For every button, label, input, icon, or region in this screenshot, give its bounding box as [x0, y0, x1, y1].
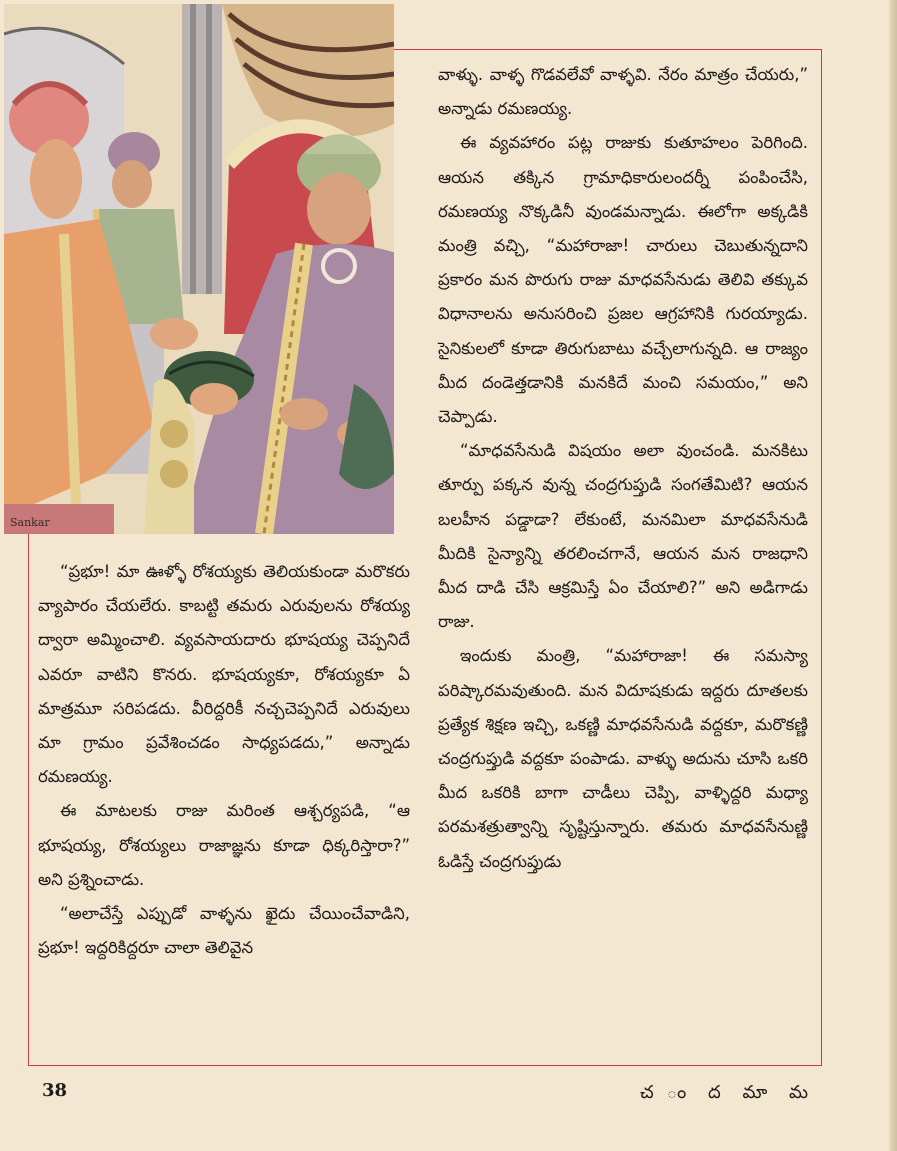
left-text-column	[38, 555, 410, 965]
paragraph: “అలాచేస్తే ఎప్పుడో వాళ్ళను ఖైదు చేయించేవాడిని, ప్రభూ! ఇద్దరికిద్దరూ చాలా తెలివైన	[38, 904, 410, 958]
paragraph: ఇందుకు మంత్రి, “మహారాజా! ఈ సమస్యా పరిష్కారమవుతుంది. మన విదూషకుడు ఇద్దరు దూతలకు ప్రత్యేక శిక్షణ ఇచ్చి, ఒకణ్ణి మాధవసేనుడి వద్దకూ, మరొకణ్ణి చంద్రగుప్తుడి వద్దకూ పంపాడు. వాళ్ళు అదును చూసి ఒకరి మీద ఒకరికి బాగా చాడీలు చెప్పి, వాళ్ళిద్దరి మధ్యా పరమశత్రుత్వాన్ని సృష్టిస్తున్నారు. తమరు మాధవసేనుణ్ణి ఓడిస్తే చంద్రగుప్తుడు	[438, 646, 808, 871]
right-text-column	[438, 58, 808, 879]
magazine-name: చ ం ద మా మ	[640, 1082, 817, 1103]
page-edge	[889, 0, 897, 1151]
paragraph: “మాధవసేనుడి విషయం అలా వుంచండి. మనకిటు తూర్పు పక్కన వున్న చంద్రగుప్తుడి సంగతేమిటి? ఆయన బలహీన పడ్డాడా? లేకుంటే, మనమిలా మాధవసేనుడి మీదికి సైన్యాన్ని తరలించగానే, ఆయన మన రాజధాని మీద దాడి చేసి ఆక్రమిస్తే ఏం చేయాలి?” అని అడిగాడు రాజు.	[438, 441, 808, 632]
illustration-king-and-villager	[4, 4, 394, 534]
paragraph: ఈ మాటలకు రాజు మరింత ఆశ్చర్యపడి, “ఆ భూషయ్య, రోశయ్యలు రాజాజ్ఞను కూడా ధిక్కరిస్తారా?” అని ప్రశ్నించాడు.	[38, 801, 410, 889]
paragraph: “ప్రభూ! మా ఊళ్ళో రోశయ్యకు తెలియకుండా మరొకరు వ్యాపారం చేయలేరు. కాబట్టి తమరు ఎరువులను రోశయ్య ద్వారా అమ్మించాలి. వ్యవసాయదారు భూషయ్య చెప్పనిదే ఎవరూ వాటిని కొనరు. భూషయ్యకూ, రోశయ్యకూ ఏ మాత్రమూ సరిపడదు. వీరిద్దరికీ నచ్చచెప్పనిదే ఎరువులు మా గ్రామం ప్రవేశించడం సాధ్యపడదు,” అన్నాడు రమణయ్య.	[38, 562, 410, 787]
paragraph: వాళ్ళు. వాళ్ళ గొడవలేవో వాళ్ళవి. నేరం మాత్రం చేయరు,” అన్నాడు రమణయ్య.	[438, 65, 808, 119]
page-number: 38	[42, 1080, 68, 1101]
paragraph: ఈ వ్యవహారం పట్ల రాజుకు కుతూహలం పెరిగింది. ఆయన తక్కిన గ్రామాధికారులందర్నీ పంపించేసి, రమణయ్య నొక్కడినీ వుండమన్నాడు. ఈలోగా అక్కడికి మంత్రి వచ్చి, “మహారాజా! చారులు చెబుతున్నదాని ప్రకారం మన పొరుగు రాజు మాధవసేనుడు తెలివి తక్కువ విధానాలను అనుసరించి ప్రజల ఆగ్రహానికి గురయ్యాడు. సైనికులలో కూడా తిరుగుబాటు వచ్చేలాగున్నది. ఆ రాజ్యం మీద దండెత్తడానికి మనకిదే మంచి సమయం,” అని చెప్పాడు.	[438, 133, 808, 427]
artist-signature: Sankar	[10, 516, 50, 529]
